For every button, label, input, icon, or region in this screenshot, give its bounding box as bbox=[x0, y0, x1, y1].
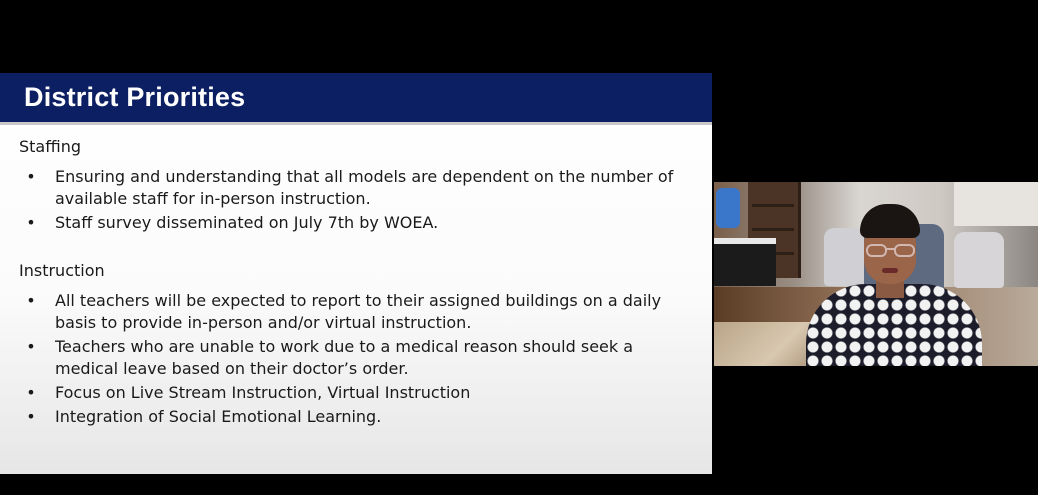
list-item bbox=[19, 166, 699, 210]
slide-body bbox=[19, 136, 699, 430]
participant-mouth bbox=[882, 268, 898, 273]
video-blue-object bbox=[716, 188, 740, 228]
bullet-icon: • bbox=[26, 337, 36, 356]
list-item bbox=[19, 290, 699, 334]
bullet-text: Integration of Social Emotional Learning. bbox=[55, 407, 382, 426]
video-armchair-left bbox=[824, 228, 866, 286]
bullet-icon: • bbox=[26, 291, 36, 310]
bullet-icon: • bbox=[26, 383, 36, 402]
slide-title: District Priorities bbox=[24, 82, 246, 112]
list-item bbox=[19, 382, 699, 404]
list-item bbox=[19, 406, 699, 428]
bullet-text: Staff survey disseminated on July 7th by WOEA. bbox=[55, 213, 439, 232]
bullet-text: Ensuring and understanding that all models are dependent on the number of available staff for in-person instruction. bbox=[55, 167, 674, 208]
section-heading-staffing: Staffing bbox=[19, 137, 81, 156]
bullet-text: Focus on Live Stream Instruction, Virtual Instruction bbox=[55, 383, 471, 402]
slide-header-bar bbox=[0, 73, 712, 125]
video-piano-keys bbox=[714, 238, 776, 244]
video-piano bbox=[714, 238, 776, 286]
bullet-list-instruction bbox=[19, 290, 699, 428]
bullet-icon: • bbox=[26, 213, 36, 232]
list-item bbox=[19, 336, 699, 380]
list-item bbox=[19, 212, 699, 234]
participant-video-tile[interactable] bbox=[714, 182, 1038, 366]
participant-glasses bbox=[866, 244, 916, 258]
video-armchair-right bbox=[954, 232, 1004, 288]
shared-slide bbox=[0, 73, 712, 474]
bullet-icon: • bbox=[26, 167, 36, 186]
section-heading-instruction: Instruction bbox=[19, 261, 105, 280]
bullet-icon: • bbox=[26, 407, 36, 426]
video-window bbox=[954, 182, 1038, 226]
bullet-list-staffing bbox=[19, 166, 699, 234]
bullet-text: All teachers will be expected to report to their assigned buildings on a daily basis to provide in-person and/or virtual instruction. bbox=[55, 291, 662, 332]
bullet-text: Teachers who are unable to work due to a medical reason should seek a medical leave based on their doctor’s order. bbox=[55, 337, 634, 378]
